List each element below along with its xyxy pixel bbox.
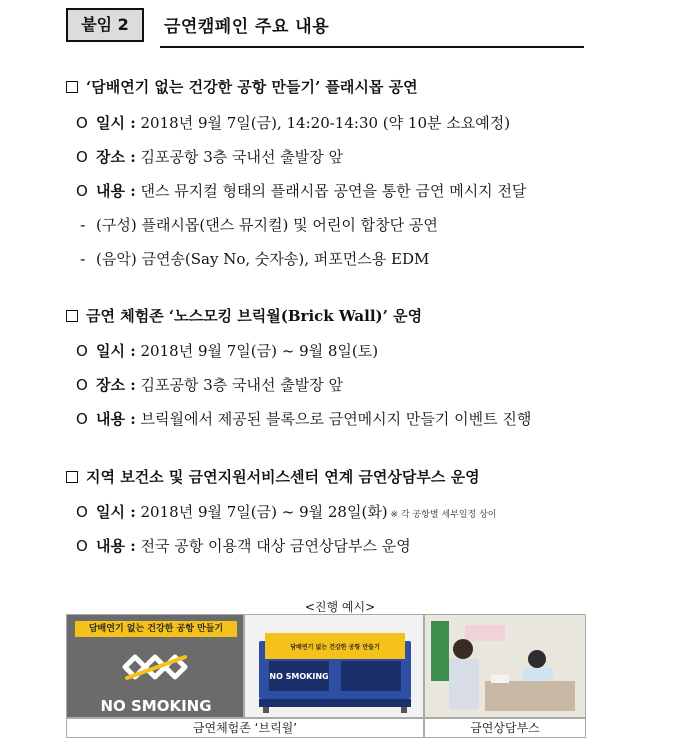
page-title: 금연캠페인 주요 내용 (164, 17, 330, 37)
caption-brick-wall: 금연체험존 ‘브릭월’ (66, 718, 424, 738)
no-smoking-logo-icon (67, 615, 244, 718)
section-2-item-1: O 일시 : 2018년 9월 7일(금) ~ 9월 8일(토) (76, 342, 379, 360)
caption-counseling-booth: 금연상담부스 (424, 718, 586, 738)
campaign-banner-text: 담배연기 없는 건강한 공항 만들기 (75, 621, 237, 637)
examples-caption: <진행 예시> (304, 600, 376, 614)
section-1-sub-item-1: - (구성) 플래시몹(댄스 뮤지컬) 및 어린이 합창단 공연 (80, 216, 438, 234)
counseling-scene-illustration (425, 615, 586, 718)
no-smoking-banner-image (66, 614, 244, 718)
section-1-item-1: O 일시 : 2018년 9월 7일(금), 14:20-14:30 (약 10분 소요예정) (76, 114, 511, 132)
checkbox-square-icon (66, 81, 78, 93)
checkbox-square-icon (66, 310, 78, 322)
checkbox-square-icon (66, 471, 78, 483)
brick-wall-booth-image (244, 614, 424, 718)
example-photos (66, 614, 586, 739)
section-2-item-2: O 장소 : 김포공항 3층 국내선 출발장 앞 (76, 376, 344, 394)
no-smoking-text: NO SMOKING (100, 697, 212, 715)
title-underline (160, 46, 584, 48)
section-1-heading: ‘담배연기 없는 건강한 공항 만들기’ 플래시몹 공연 (66, 77, 418, 97)
section-2-heading: 금연 체험존 ‘노스모킹 브릭월(Brick Wall)’ 운영 (66, 306, 422, 326)
section-1-item-3: O 내용 : 댄스 뮤지컬 형태의 플래시몹 공연을 통한 금연 메시지 전달 (76, 182, 527, 200)
booth-logo-text: NO SMOKING (269, 672, 329, 681)
counseling-booth-photo (424, 614, 586, 718)
section-2-item-3: O 내용 : 브릭월에서 제공된 블록으로 금연메시지 만들기 이벤트 진행 (76, 410, 532, 428)
booth-banner-text: 담배연기 없는 건강한 공항 만들기 (290, 644, 380, 651)
attachment-header (66, 8, 582, 50)
section-1-sub-item-2: - (음악) 금연송(Say No, 숫자송), 퍼포먼스용 EDM (80, 250, 430, 268)
section-3-item-2: O 내용 : 전국 공항 이용객 대상 금연상담부스 운영 (76, 537, 411, 555)
section-3-heading: 지역 보건소 및 금연지원서비스센터 연계 금연상담부스 운영 (66, 467, 480, 487)
attachment-tag: 붙임 2 (66, 8, 144, 42)
schedule-note: ※ 각 공항별 세부일정 상이 (387, 510, 497, 520)
section-1-item-2: O 장소 : 김포공항 3층 국내선 출발장 앞 (76, 148, 344, 166)
booth-illustration (245, 615, 424, 718)
section-3-item-1: O 일시 : 2018년 9월 7일(금) ~ 9월 28일(화) ※ 각 공항별 세부일정 상이 (76, 503, 497, 521)
